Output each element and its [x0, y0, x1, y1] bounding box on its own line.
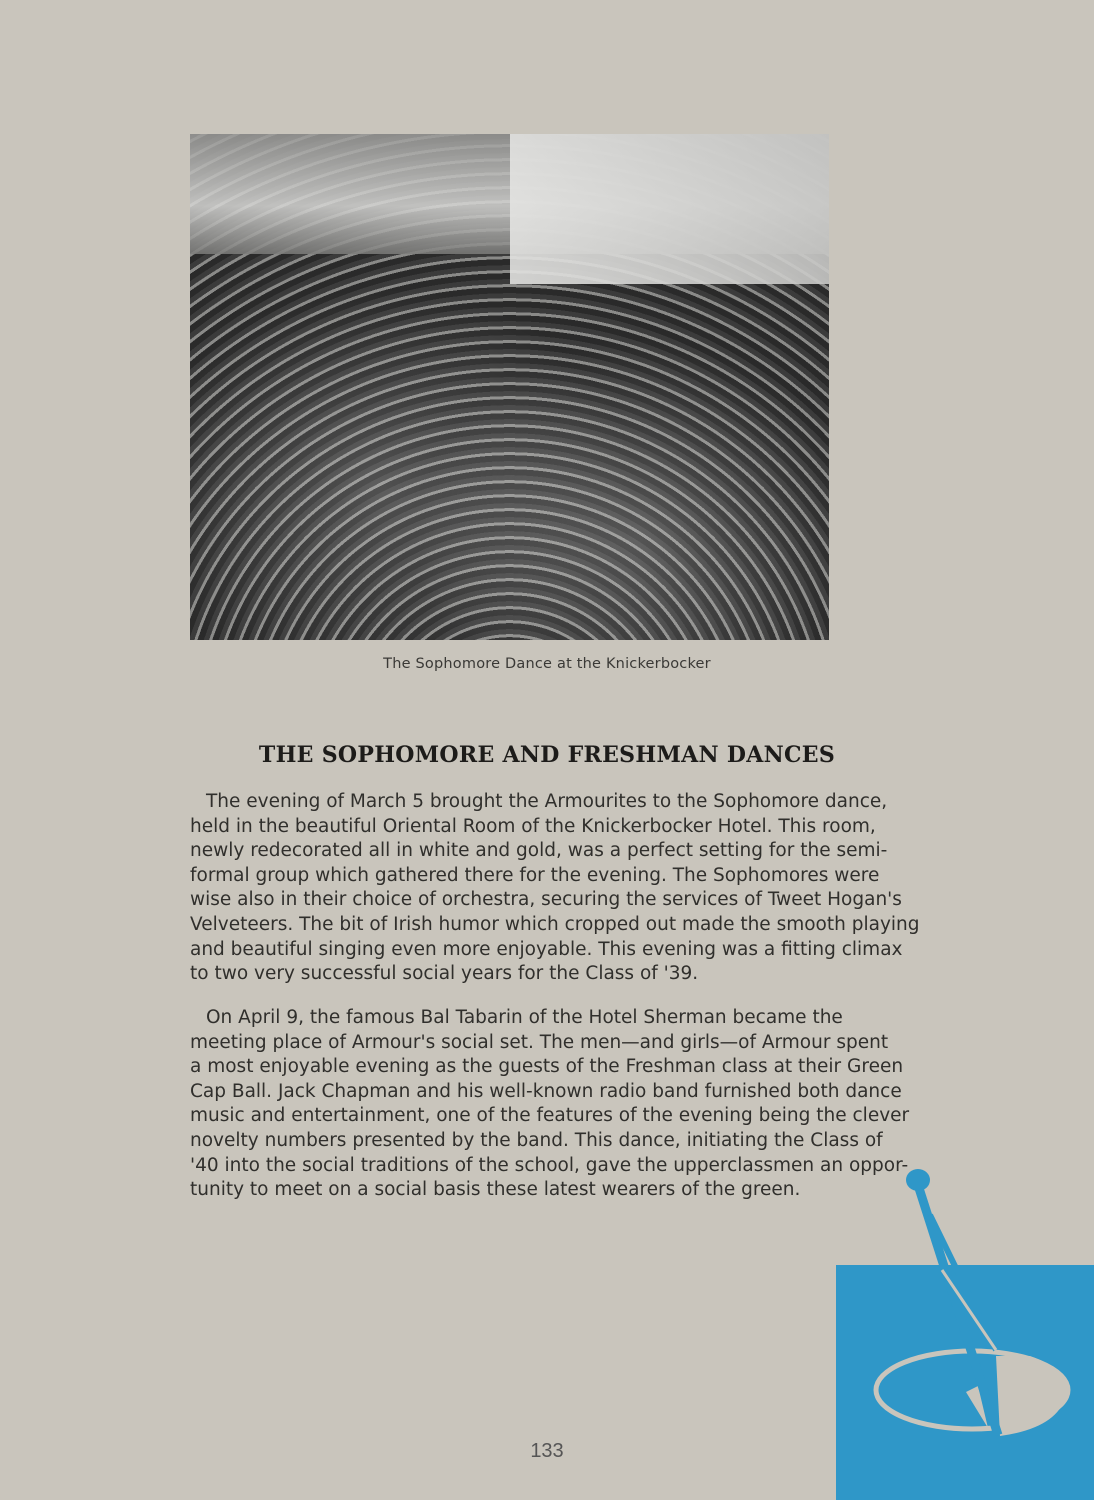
text-line: a most enjoyable evening as the guests of the Freshman class at their Green [190, 1056, 904, 1078]
text-line: wise also in their choice of orchestra, securing the services of Tweet Hogan's [190, 889, 902, 911]
text-line: '40 into the social traditions of the school, gave the upperclassmen an oppor- [190, 1154, 909, 1176]
text-line: novelty numbers presented by the band. This dance, initiating the Class of [190, 1129, 883, 1151]
dance-photo [190, 134, 829, 640]
text-line: Cap Ball. Jack Chapman and his well-known radio band furnished both dance [190, 1080, 902, 1102]
text-line: The evening of March 5 brought the Armourites to the Sophomore dance, [206, 791, 888, 812]
text-line: tunity to meet on a social basis these latest wearers of the green. [190, 1179, 801, 1201]
page-title: THE SOPHOMORE AND FRESHMAN DANCES [258, 742, 836, 768]
text-line: and beautiful singing even more enjoyable. This evening was a fitting climax [190, 938, 903, 960]
text-line: to two very successful social years for the Class of '39. [190, 963, 699, 985]
text-line: On April 9, the famous Bal Tabarin of the Hotel Sherman became the [206, 1007, 843, 1028]
page-number: 133 [530, 1440, 564, 1462]
text-line: newly redecorated all in white and gold, was a perfect setting for the semi- [190, 840, 888, 862]
cane-knob [906, 1169, 930, 1191]
text-line: meeting place of Armour's social set. The men—and girls—of Armour spent [190, 1031, 889, 1053]
paragraph-1 [190, 790, 920, 987]
text-line: formal group which gathered there for the evening. The Sophomores were [190, 864, 880, 886]
paragraph-2 [190, 1006, 910, 1203]
text-line: held in the beautiful Oriental Room of the Knickerbocker Hotel. This room, [190, 815, 876, 837]
text-line: Velveteers. The bit of Irish humor which cropped out made the smooth playing [190, 913, 920, 935]
photo-caption: The Sophomore Dance at the Knickerbocker [383, 656, 711, 672]
photo-wall [510, 134, 829, 284]
text-line: music and entertainment, one of the features of the evening being the clever [190, 1105, 910, 1127]
